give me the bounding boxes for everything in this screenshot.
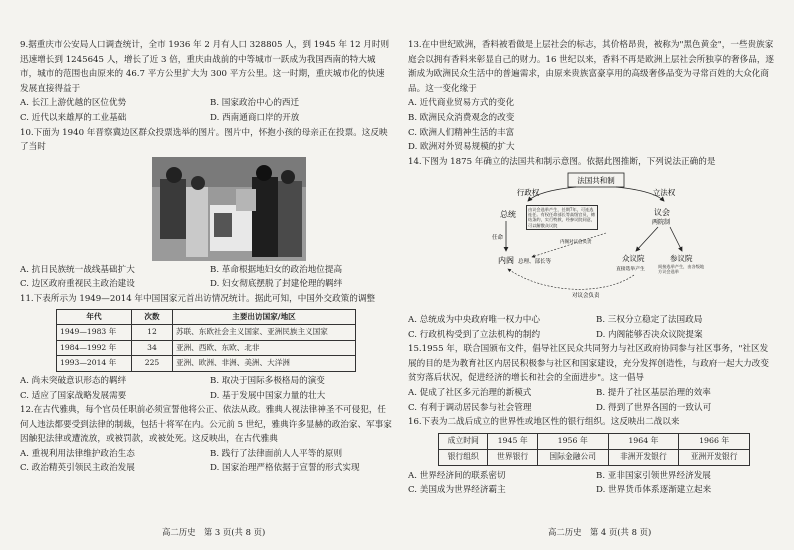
question-13 <box>408 38 776 155</box>
question-13-option-b: B. 欧洲民众消费观念的改变 <box>408 112 515 123</box>
table-row <box>57 325 356 341</box>
right-column <box>408 38 776 498</box>
question-13-option-c: C. 欧洲人们精神生活的丰富 <box>408 127 515 138</box>
table-header-countries: 主要出访国家/地区 <box>173 309 356 325</box>
question-11-option-d: D. 基于发展中国家力量的壮大 <box>210 390 326 401</box>
question-10-option-b: B. 革命根据地妇女的政治地位提高 <box>210 264 343 275</box>
question-13-stem: 13.在中世纪欧洲，香料被看做是上层社会的标志，其价格昂贵，被称为"黑色黄金"，一些贵族家庭会以拥有香料来彰显自己的财力。16 世纪以来，香料不再是欧洲上层社会所独享的奢侈品，逐渐成为欧洲民众生活中的普遍需求，由原来贵族富豪享用的高级奢侈品变为寻常百姓的大众化商品。这一变化缘于 <box>408 40 775 94</box>
question-9-option-a: A. 长江上游优越的区位优势 <box>20 98 127 109</box>
question-10-option-c: C. 边区政府重视民主政治建设 <box>20 279 135 290</box>
question-12-option-a: A. 重视利用法律维护政治生态 <box>20 448 135 459</box>
table-cell: 1964 年 <box>608 433 679 449</box>
table-header-era: 年代 <box>57 309 132 325</box>
table-cell: 世界银行 <box>488 449 537 465</box>
table-cell: 苏联、东欧社会主义国家、亚洲民族主义国家 <box>173 325 356 341</box>
table-cell: 亚洲、西欧、东欧、北非 <box>173 340 356 356</box>
question-9 <box>20 38 392 126</box>
question-12-stem: 12.在古代雅典，每个官员任职前必须宣誓他将公正、依法从政。雅典人视法律神圣不可侵犯，任何人违法都要受到法律的制裁，包括十将军在内。公元前 5 世纪，雅典许多显赫的政治家、军事家因触犯法律或遭流放，或被罚款，或被处死。这反映出，在古代雅典 <box>20 405 392 445</box>
diagram-bottom-label: 对议会负责 <box>572 293 600 300</box>
table-cell: 成立时间 <box>439 433 488 449</box>
diagram-parliament: 议会 <box>654 208 670 218</box>
diagram-cabinet-resp: 内阁对议会负责 <box>560 240 592 246</box>
table-cell: 银行组织 <box>439 449 488 465</box>
table-header-count: 次数 <box>132 309 173 325</box>
table-cell: 亚洲、欧洲、非洲、美洲、大洋洲 <box>173 356 356 372</box>
question-14-option-a: A. 总统成为中央政府唯一权力中心 <box>408 314 540 325</box>
republic-diagram <box>486 171 706 305</box>
question-9-option-c: C. 近代以来雄厚的工业基础 <box>20 112 127 123</box>
question-16-stem: 16.下表为二战后成立的世界性或地区性的银行组织。这反映出二战以来 <box>408 417 680 428</box>
table-cell: 34 <box>132 340 173 356</box>
table-cell: 1945 年 <box>488 433 537 449</box>
question-13-option-d: D. 欧洲对外贸易规模的扩大 <box>408 142 515 153</box>
diagram-parliament-note: 两院制 <box>652 219 671 227</box>
question-11-stem: 11.下表所示为 1949—2014 年中国国家元首出访情况统计。据此可知，中国外交政策的调整 <box>20 293 376 304</box>
question-9-option-b: B. 国家政治中心的西迁 <box>210 98 300 109</box>
table-row <box>57 356 356 372</box>
diagram-president: 总统 <box>500 210 516 220</box>
table-cell: 亚洲开发银行 <box>679 449 750 465</box>
question-14-option-c: C. 行政机构受到了立法机构的制约 <box>408 329 541 340</box>
table-cell: 1966 年 <box>679 433 750 449</box>
diagram-appoint: 任命 <box>492 235 504 242</box>
table-cell: 非洲开发银行 <box>608 449 679 465</box>
table-cell: 1984—1992 年 <box>57 340 132 356</box>
visits-table <box>56 309 356 372</box>
diagram-arrow <box>670 227 682 251</box>
table-cell: 225 <box>132 356 173 372</box>
table-cell: 1956 年 <box>537 433 608 449</box>
question-9-option-d: D. 西南通商口岸的开放 <box>210 112 300 123</box>
question-9-stem: 9.据重庆市公安局人口调查统计，全市 1936 年 2 月有人口 328805 人，到 1945 年 12 月时则迅速增长到 1245645 人，增长了近 3 倍，重庆由战前的中等城市一跃成为我国西南的特大城市，城市的范围也由原来的 46.7 平方公里扩大为 300 平方公里。这一时期，重庆城市化的快速发展直接得益于 <box>20 40 390 94</box>
diagram-deputies: 众议院 <box>622 254 645 264</box>
question-16 <box>408 415 776 498</box>
question-14 <box>408 155 776 342</box>
right-page-footer: 高二历史 第 4 页(共 8 页) <box>548 527 652 537</box>
question-14-stem: 14.下图为 1875 年确立的法国共和制示意图。依据此图推断，下列说法正确的是 <box>408 156 716 167</box>
question-10 <box>20 126 392 292</box>
question-16-option-d: D. 世界货币体系逐渐建立起来 <box>596 485 712 496</box>
diagram-senate: 参议院 <box>670 254 693 264</box>
question-10-option-d: D. 妇女彻底摆脱了封建伦理的羁绊 <box>210 279 343 290</box>
voting-photo <box>152 157 306 261</box>
diagram-top-label: 法国共和制 <box>577 176 615 186</box>
question-14-option-d: D. 内阁能够否决众议院提案 <box>596 329 703 340</box>
question-12-option-b: B. 践行了法律面前人人平等的原则 <box>210 448 343 459</box>
diagram-cabinet-note: 总理、部长等 <box>518 259 552 266</box>
diagram-deputies-note: 直接选举产生 <box>616 267 645 273</box>
table-cell: 国际金融公司 <box>537 449 608 465</box>
diagram-arrow <box>636 227 658 251</box>
question-11-option-a: A. 尚未突破意识形态的羁绊 <box>20 375 127 386</box>
question-15 <box>408 342 776 415</box>
table-row <box>57 340 356 356</box>
diagram-cabinet: 内阁 <box>498 256 514 266</box>
question-11-option-b: B. 取决于国际多极格局的演变 <box>210 375 325 386</box>
question-15-option-c: C. 有利于调动居民参与社会管理 <box>408 402 532 413</box>
question-16-option-b: B. 亚非国家引领世界经济发展 <box>596 470 711 481</box>
question-13-option-a: A. 近代商业贸易方式的变化 <box>408 98 515 109</box>
question-10-stem: 10.下面为 1940 年晋察冀边区群众投票选举的图片。图片中，怀抱小孩的母亲正在投票。这反映了当时 <box>20 127 388 153</box>
table-row <box>439 449 750 465</box>
banks-table <box>438 433 750 466</box>
question-15-option-d: D. 得到了世界各国的一致认可 <box>596 402 712 413</box>
question-15-option-a: A. 促成了社区多元治理的新模式 <box>408 387 532 398</box>
question-11-option-c: C. 适应了国家战略发展需要 <box>20 390 127 401</box>
diagram-president-note: 由议会选举产生，任期7年，可连选连任。有权任命部长等高级官员，缔结条约，实行特赦，经参议院同意，可以解散众议院 <box>526 205 598 230</box>
question-12-option-c: C. 政治精英引领民主政治发展 <box>20 463 135 474</box>
question-10-option-a: A. 抗日民族统一战线基础扩大 <box>20 264 135 275</box>
table-row <box>439 433 750 449</box>
table-cell: 1993—2014 年 <box>57 356 132 372</box>
left-column <box>20 38 392 476</box>
diagram-leg-label: 立法权 <box>652 188 676 198</box>
question-15-stem: 15.1955 年，联合国颁布文件，倡导社区民众共同努力与社区政府协同参与社区事务，"社区发展的目的是为教育社区内居民积极参与社区和国家建设，充分发挥创造性，与政府一起大力改变贫穷落后状况，促进经济的增长和社会的全面进步"。这一倡导 <box>408 344 769 384</box>
question-15-option-b: B. 提升了社区基层治理的效率 <box>596 387 711 398</box>
diagram-senate-note: 间接选举产生，由各级地方议会选举 <box>658 264 705 275</box>
diagram-exec-label: 行政权 <box>516 188 540 198</box>
diagram-arrow <box>508 269 634 289</box>
question-14-option-b: B. 三权分立稳定了法国政局 <box>596 314 703 325</box>
question-16-option-a: A. 世界经济间的联系密切 <box>408 470 506 481</box>
table-cell: 1949—1983 年 <box>57 325 132 341</box>
table-cell: 12 <box>132 325 173 341</box>
question-16-option-c: C. 美国成为世界经济霸主 <box>408 485 506 496</box>
question-12 <box>20 403 392 476</box>
question-11 <box>20 292 392 403</box>
left-page-footer: 高二历史 第 3 页(共 8 页) <box>162 527 266 537</box>
question-12-option-d: D. 国家治理严格依据于宣誓的形式实现 <box>210 463 360 474</box>
